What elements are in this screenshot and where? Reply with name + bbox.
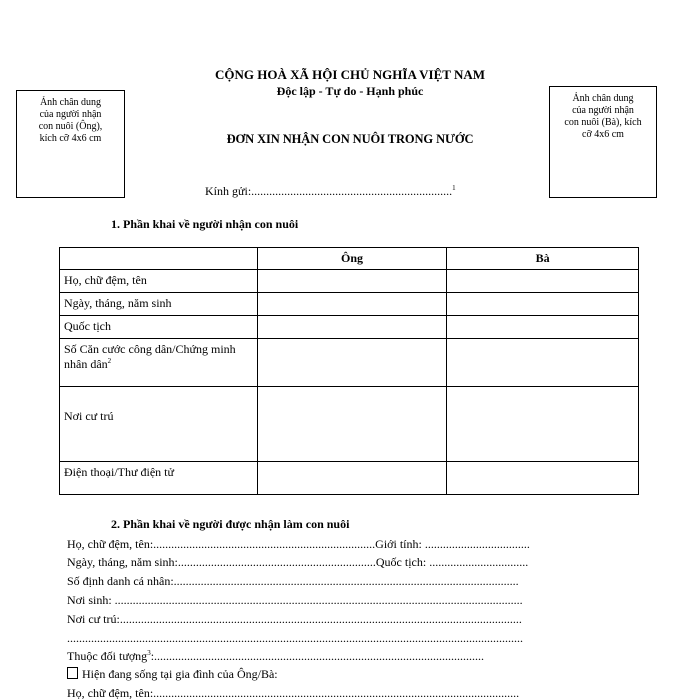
cell-ba[interactable] (447, 462, 639, 495)
cell-ba[interactable] (447, 316, 639, 339)
section-2-heading: 2. Phần khai về người được nhận làm con nuôi (111, 517, 350, 531)
recipient-label: Kính gửi: (205, 184, 252, 198)
photo-caption-line: Ảnh chân dung (572, 93, 634, 104)
cell-ong[interactable] (257, 270, 447, 293)
recipient-field[interactable]: ................................................................... (251, 184, 453, 198)
cell-ba[interactable] (447, 270, 639, 293)
cell-ong[interactable] (257, 462, 447, 495)
row-label (60, 339, 258, 387)
row-label: Quốc tịch (60, 316, 258, 339)
photo-caption-line: cỡ 4x6 cm (582, 129, 624, 140)
checkbox-icon[interactable] (67, 667, 78, 679)
photo-caption-line: con nuôi (Ông), (38, 121, 103, 132)
cell-ba[interactable] (447, 293, 639, 316)
country-name: CỘNG HOÀ XÃ HỘI CHỦ NGHĨA VIỆT NAM (214, 67, 486, 82)
cell-ba[interactable] (447, 387, 639, 462)
table-row (60, 270, 639, 293)
cell-ong[interactable] (257, 339, 447, 387)
table-row (60, 462, 639, 495)
row-label: Họ, chữ đệm, tên (60, 270, 258, 293)
cell-ba[interactable] (447, 339, 639, 387)
row-label: Nơi cư trú (60, 387, 258, 462)
recipient-line (205, 184, 456, 199)
table-row (60, 387, 639, 462)
living-with-checkbox-line[interactable] (67, 667, 633, 681)
form-line-birthplace[interactable]: Nơi sinh: ........................................................................................................................................ (67, 593, 523, 607)
footnote-ref: 1 (452, 184, 456, 192)
row-label: Điện thoại/Thư điện tử (60, 462, 258, 495)
section-1-heading: 1. Phần khai về người nhận con nuôi (111, 217, 299, 231)
adopter-info-table (59, 247, 639, 495)
photo-caption-line: con nuôi (Bà), kích (564, 117, 642, 128)
table-row (60, 316, 639, 339)
form-line-full-name[interactable]: Họ, chữ đệm, tên:..........................................................................Giới tính: ................................... (67, 537, 530, 551)
column-header-ong: Ông (257, 248, 447, 270)
category-dots: :.............................................................................................................. (150, 649, 485, 663)
row-label-text: Số Căn cước công dân/Chứng minh nhân dân (64, 342, 236, 371)
footnote-ref: 3 (147, 649, 151, 657)
photo-caption-line: của người nhận (572, 105, 634, 116)
form-line-residence[interactable]: Nơi cư trú:...................................................................................................................................... (67, 612, 522, 626)
column-header (60, 248, 258, 270)
cell-ong[interactable] (257, 387, 447, 462)
footnote-ref: 2 (107, 357, 112, 365)
category-label: Thuộc đối tượng (67, 649, 148, 663)
table-row (60, 339, 639, 387)
form-line-residence-cont[interactable]: ........................................................................................................................................................ (67, 631, 523, 645)
national-motto: Độc lập - Tự do - Hạnh phúc (276, 84, 424, 98)
column-header-ba: Bà (447, 248, 639, 270)
form-line-guardian-name[interactable]: Họ, chữ đệm, tên:.......................................................................................................................... (67, 686, 520, 700)
photo-caption-line: kích cỡ 4x6 cm (39, 133, 102, 144)
table-header-row (60, 248, 639, 270)
form-line-birth-date[interactable]: Ngày, tháng, năm sinh:..................................................................Quốc tịch: ................................. (67, 555, 529, 569)
checkbox-label: Hiện đang sống tại gia đình của Ông/Bà: (79, 667, 278, 681)
form-line-personal-id[interactable]: Số định danh cá nhân:................................................................................................................... (67, 574, 519, 588)
photo-caption-line: của người nhận (39, 109, 102, 120)
table-row (60, 293, 639, 316)
row-label: Ngày, tháng, năm sinh (60, 293, 258, 316)
cell-ong[interactable] (257, 293, 447, 316)
photo-caption-line: Ảnh chân dung (39, 97, 102, 108)
cell-ong[interactable] (257, 316, 447, 339)
form-line-category[interactable] (67, 649, 633, 663)
form-title: ĐƠN XIN NHẬN CON NUÔI TRONG NƯỚC (226, 132, 474, 146)
